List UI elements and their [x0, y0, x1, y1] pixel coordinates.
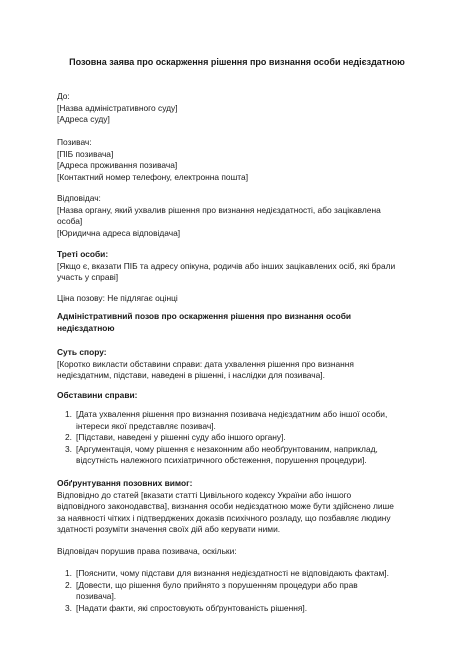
list-text: позивача].: [76, 591, 117, 602]
list-text: [Надати факти, які спростовують обґрунтованість рішення].: [76, 602, 308, 613]
claim-heading: Адміністративний позов про оскарження рішення про визнання особи: [57, 311, 352, 321]
essence-heading: Суть спору:: [57, 347, 107, 357]
list-text: [Дата ухвалення рішення про визнання позивача недієздатним або іншої особи,: [76, 409, 388, 419]
defendant-name: [Назва органу, який ухвалив рішення про визнання недієздатності, або зацікавлена: [57, 204, 381, 215]
document-title: Позовна заява про оскарження рішення про визнання особи недієздатною: [69, 57, 405, 67]
violation-intro: Відповідач порушив права позивача, оскільки:: [57, 546, 237, 556]
list-number: 3.: [65, 602, 72, 613]
defendant-label: Відповідач:: [57, 193, 101, 203]
grounds-text: здатності розуміти значення своїх дій або керувати ними.: [57, 524, 281, 535]
plaintiff-name: [ПІБ позивача]: [57, 148, 114, 159]
circumstances-heading: Обставини справи:: [57, 390, 138, 400]
recipient-label: До:: [57, 91, 70, 101]
grounds-text: відповідного законодавства], визнання особи недієздатною може бути здійснено лише: [57, 501, 394, 512]
list-text: [Підстави, наведені у рішенні суду або іншого органу].: [76, 432, 286, 443]
defendant-name-cont: особа]: [57, 216, 83, 227]
violation-list: [57, 568, 427, 614]
defendant-address: [Юридична адреса відповідача]: [57, 227, 181, 238]
grounds-text: Відповідно до статей [вказати статті Цивільного кодексу України або іншого: [57, 489, 352, 500]
list-item: [57, 568, 427, 580]
circumstances-block: [57, 390, 427, 402]
claim-price: Ціна позову: Не підлягає оцінці: [57, 293, 178, 303]
circumstances-list: [57, 409, 427, 467]
third-parties-text-cont: участь у справі]: [57, 272, 119, 283]
list-item: [57, 603, 427, 615]
list-text: [Пояснити, чому підстави для визнання недієздатності не відповідають фактам].: [76, 568, 389, 578]
list-number: 3.: [65, 443, 72, 454]
defendant-block: [57, 193, 427, 239]
plaintiff-label: Позивач:: [57, 137, 92, 147]
list-text: відсутність належного психіатричного обстеження, порушення процедури].: [76, 455, 367, 466]
list-item: [57, 444, 427, 467]
plaintiff-block: [57, 137, 427, 183]
list-number: 2.: [65, 579, 72, 590]
essence-text-cont: недієздатним, підстави, наведені в рішенні, і наслідки для позивача].: [57, 370, 325, 381]
list-item: [57, 409, 427, 432]
list-text: [Довести, що рішення було прийнято з порушенням процедури або прав: [76, 579, 358, 590]
list-text: інтереси якої представляє позивач].: [76, 420, 216, 431]
plaintiff-address: [Адреса проживання позивача]: [57, 160, 178, 171]
claim-heading-cont: недієздатною: [57, 322, 115, 333]
court-name: [Назва адміністративного суду]: [57, 102, 178, 113]
essence-text: [Коротко викласти обставини справи: дата ухвалення рішення про визнання: [57, 358, 354, 369]
list-item: [57, 432, 427, 444]
list-item: [57, 580, 427, 603]
list-text: [Аргументація, чому рішення є незаконним або необґрунтованим, наприклад,: [76, 443, 378, 454]
claim-heading-block: [57, 311, 427, 334]
recipient-block: [57, 91, 427, 126]
violation-block: [57, 546, 427, 558]
grounds-text: за наявності чітких і підтверджених доказів психічного розладу, що позбавляє людину: [57, 512, 391, 523]
claim-price-block: [57, 293, 427, 305]
third-parties-text: [Якщо є, вказати ПІБ та адресу опікуна, родичів або інших зацікавлених осіб, які брали: [57, 260, 396, 271]
grounds-heading: Обґрунтування позовних вимог:: [57, 478, 193, 488]
third-parties-heading: Треті особи:: [57, 249, 109, 259]
list-number: 2.: [65, 432, 72, 443]
list-number: 1.: [65, 568, 72, 578]
court-address: [Адреса суду]: [57, 114, 110, 125]
list-number: 1.: [65, 409, 72, 419]
plaintiff-contacts: [Контактний номер телефону, електронна пошта]: [57, 171, 249, 182]
essence-block: [57, 347, 427, 382]
third-parties-block: [57, 249, 427, 284]
grounds-block: [57, 478, 427, 536]
